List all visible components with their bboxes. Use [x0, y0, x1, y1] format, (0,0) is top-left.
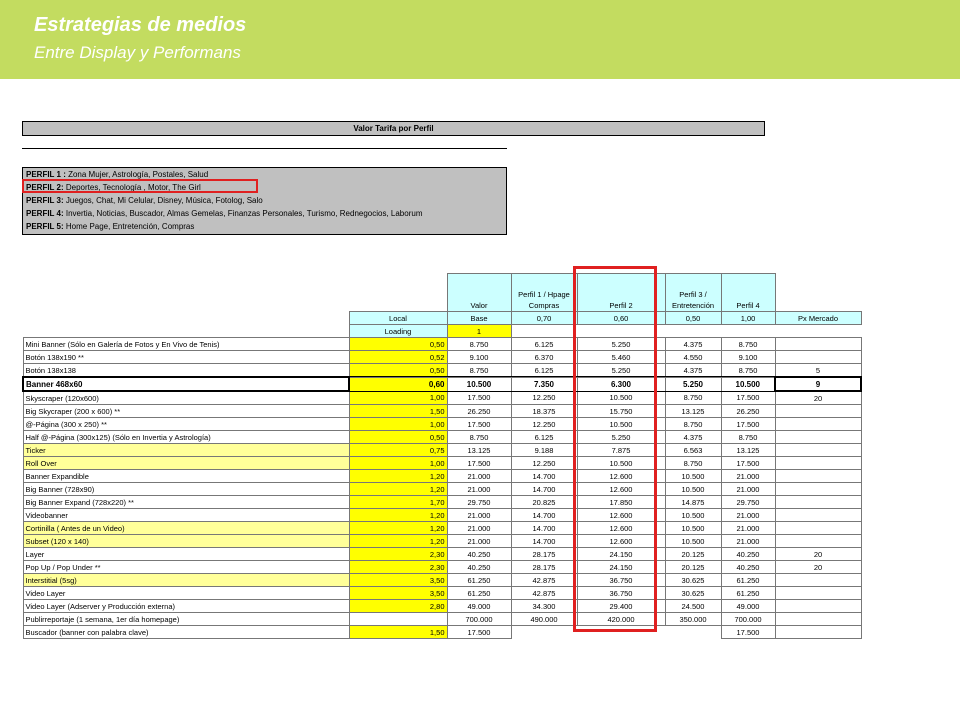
perfil-label: PERFIL 2:	[26, 183, 64, 192]
perfil4-value: 61.250	[721, 574, 775, 587]
perfil2-value: 12.600	[577, 509, 665, 522]
table-row	[23, 377, 861, 391]
base-value: 17.500	[447, 418, 511, 431]
perfil1-value: 12.250	[511, 391, 577, 405]
base-value: 8.750	[447, 364, 511, 378]
perfil2-value: 12.600	[577, 535, 665, 548]
perfil3-value: 10.500	[665, 483, 721, 496]
format-name: @-Página (300 x 250) **	[23, 418, 349, 431]
px-mercado-value	[775, 351, 861, 364]
local-factor: 1,70	[349, 496, 447, 509]
format-name: Roll Over	[23, 457, 349, 470]
perfil2-value: 24.150	[577, 548, 665, 561]
perfil4-value: 40.250	[721, 561, 775, 574]
format-name: Skyscraper (120x600)	[23, 391, 349, 405]
perfil1-value	[511, 626, 577, 639]
perfil4-value: 21.000	[721, 535, 775, 548]
base-value: 61.250	[447, 587, 511, 600]
perfil-label: PERFIL 3:	[26, 196, 64, 205]
local-factor: 0,60	[349, 377, 447, 391]
perfil4-value: 21.000	[721, 509, 775, 522]
loading-row	[23, 325, 861, 338]
perfil1-value: 490.000	[511, 613, 577, 626]
perfil-text: Invertia, Noticias, Buscador, Almas Gemelas, Finanzas Personales, Turismo, Rednegocios, Laborum	[65, 209, 423, 218]
perfil-label: PERFIL 4:	[26, 209, 64, 218]
perfil4-value: 8.750	[721, 431, 775, 444]
px-mercado-value	[775, 574, 861, 587]
table-row	[23, 561, 861, 574]
px-mercado-value: 20	[775, 561, 861, 574]
col-header-perfil1: Perfil 1 / Hpage Compras	[511, 274, 577, 312]
format-name: Video Layer (Adserver y Producción externa)	[23, 600, 349, 613]
base-value: 40.250	[447, 561, 511, 574]
perfil3-value: 5.250	[665, 377, 721, 391]
perfil3-value: 30.625	[665, 574, 721, 587]
col-header-base: Base	[447, 312, 511, 325]
col-header-valor: Valor	[447, 274, 511, 312]
px-mercado-value	[775, 457, 861, 470]
perfil4-value: 49.000	[721, 600, 775, 613]
col-header-local: Local	[349, 312, 447, 325]
perfil2-value: 36.750	[577, 587, 665, 600]
table-row	[23, 522, 861, 535]
local-factor: 0,75	[349, 444, 447, 457]
format-name: Publirreportaje (1 semana, 1er día homepage)	[23, 613, 349, 626]
base-value: 8.750	[447, 431, 511, 444]
slide-subtitle: Entre Display y Performans	[34, 43, 241, 62]
perfil4-value: 9.100	[721, 351, 775, 364]
format-name: Big Banner Expand (728x220) **	[23, 496, 349, 509]
perfil1-value: 12.250	[511, 457, 577, 470]
px-mercado-value	[775, 444, 861, 457]
factor-perfil4: 1,00	[721, 312, 775, 325]
px-mercado-value	[775, 405, 861, 418]
local-factor: 1,50	[349, 626, 447, 639]
format-name: Big Banner (728x90)	[23, 483, 349, 496]
col-header-px-mercado: Px Mercado	[775, 312, 861, 325]
base-value: 40.250	[447, 548, 511, 561]
perfil1-value: 28.175	[511, 561, 577, 574]
table-row	[23, 496, 861, 509]
px-mercado-value	[775, 483, 861, 496]
px-mercado-value	[775, 418, 861, 431]
perfil1-value: 14.700	[511, 470, 577, 483]
perfil3-value: 30.625	[665, 587, 721, 600]
perfil2-value: 12.600	[577, 470, 665, 483]
perfil2-value: 420.000	[577, 613, 665, 626]
perfil-2-column-highlight	[573, 266, 657, 632]
perfil3-value: 4.550	[665, 351, 721, 364]
base-value: 700.000	[447, 613, 511, 626]
perfil1-value: 9.188	[511, 444, 577, 457]
format-name: Interstitial (5sg)	[23, 574, 349, 587]
perfil3-value: 350.000	[665, 613, 721, 626]
perfil3-value: 14.875	[665, 496, 721, 509]
factor-perfil1: 0,70	[511, 312, 577, 325]
local-factor: 0,50	[349, 431, 447, 444]
base-value: 21.000	[447, 509, 511, 522]
base-value: 8.750	[447, 338, 511, 351]
perfil2-value: 36.750	[577, 574, 665, 587]
perfil4-value: 17.500	[721, 457, 775, 470]
local-factor: 1,00	[349, 391, 447, 405]
tarifa-title: Valor Tarifa por Perfil	[22, 121, 765, 136]
format-name: Botón 138x190 **	[23, 351, 349, 364]
perfil2-value: 10.500	[577, 418, 665, 431]
perfil3-value: 4.375	[665, 338, 721, 351]
perfil3-value: 8.750	[665, 391, 721, 405]
perfil4-value: 10.500	[721, 377, 775, 391]
perfil3-value: 10.500	[665, 509, 721, 522]
col-header-perfil2: Perfil 2	[577, 274, 665, 312]
perfil3-value: 10.500	[665, 535, 721, 548]
px-mercado-value	[775, 338, 861, 351]
perfil-row	[26, 194, 263, 207]
format-name: Ticker	[23, 444, 349, 457]
perfil4-value: 8.750	[721, 338, 775, 351]
format-name: Banner 468x60	[23, 377, 349, 391]
perfil4-value: 17.500	[721, 391, 775, 405]
px-mercado-value: 20	[775, 391, 861, 405]
local-factor: 2,30	[349, 548, 447, 561]
base-value: 17.500	[447, 626, 511, 639]
header-row-top	[23, 274, 861, 312]
perfil4-value: 29.750	[721, 496, 775, 509]
loading-label: Loading	[349, 325, 447, 338]
perfil4-value: 17.500	[721, 626, 775, 639]
perfil-label: PERFIL 1 :	[26, 170, 66, 179]
table-row	[23, 364, 861, 378]
perfil1-value: 6.125	[511, 431, 577, 444]
table-row	[23, 431, 861, 444]
perfil3-value: 10.500	[665, 522, 721, 535]
perfil4-value: 21.000	[721, 522, 775, 535]
px-mercado-value	[775, 535, 861, 548]
title-banner	[0, 0, 960, 79]
perfil3-value: 8.750	[665, 418, 721, 431]
perfil1-value: 14.700	[511, 522, 577, 535]
perfil4-value: 700.000	[721, 613, 775, 626]
perfil-row	[26, 220, 194, 233]
perfil-text: Juegos, Chat, Mi Celular, Disney, Música, Fotolog, Salo	[65, 196, 263, 205]
table-row	[23, 457, 861, 470]
perfil2-value: 29.400	[577, 600, 665, 613]
perfil3-value: 8.750	[665, 457, 721, 470]
perfil1-value: 7.350	[511, 377, 577, 391]
px-mercado-value	[775, 587, 861, 600]
px-mercado-value	[775, 613, 861, 626]
perfil4-value: 26.250	[721, 405, 775, 418]
perfil2-value: 5.250	[577, 431, 665, 444]
perfil4-value: 40.250	[721, 548, 775, 561]
perfil1-value: 12.250	[511, 418, 577, 431]
local-factor: 0,50	[349, 364, 447, 378]
base-value: 61.250	[447, 574, 511, 587]
perfil4-value: 8.750	[721, 364, 775, 378]
table-row	[23, 600, 861, 613]
perfil2-value: 15.750	[577, 405, 665, 418]
perfil2-value: 17.850	[577, 496, 665, 509]
local-factor: 1,00	[349, 418, 447, 431]
format-name: Half @-Página (300x125) (Sólo en Invertia y Astrología)	[23, 431, 349, 444]
perfil2-value: 10.500	[577, 457, 665, 470]
px-mercado-value	[775, 626, 861, 639]
perfil2-value: 7.875	[577, 444, 665, 457]
local-factor: 1,20	[349, 535, 447, 548]
perfil1-value: 18.375	[511, 405, 577, 418]
format-name: Layer	[23, 548, 349, 561]
local-factor: 1,20	[349, 522, 447, 535]
perfil-label: PERFIL 5:	[26, 222, 64, 231]
base-value: 17.500	[447, 391, 511, 405]
perfil1-value: 42.875	[511, 587, 577, 600]
local-factor: 2,80	[349, 600, 447, 613]
px-mercado-value: 9	[775, 377, 861, 391]
perfil2-value: 5.250	[577, 364, 665, 378]
format-name: Pop Up / Pop Under **	[23, 561, 349, 574]
perfil4-value: 17.500	[721, 418, 775, 431]
table-row	[23, 338, 861, 351]
loading-value: 1	[447, 325, 511, 338]
base-value: 26.250	[447, 405, 511, 418]
format-name: Botón 138x138	[23, 364, 349, 378]
table-row	[23, 351, 861, 364]
perfil1-value: 42.875	[511, 574, 577, 587]
format-name: Video Layer	[23, 587, 349, 600]
px-mercado-value	[775, 509, 861, 522]
header-row-mid	[23, 312, 861, 325]
perfil1-value: 6.125	[511, 364, 577, 378]
perfil3-value: 6.563	[665, 444, 721, 457]
local-factor: 2,30	[349, 561, 447, 574]
perfil-row	[26, 207, 422, 220]
table-row	[23, 483, 861, 496]
base-value: 21.000	[447, 470, 511, 483]
factor-perfil3: 0,50	[665, 312, 721, 325]
local-factor: 1,50	[349, 405, 447, 418]
px-mercado-value	[775, 600, 861, 613]
slide-title: Estrategias de medios	[34, 14, 247, 36]
perfil-text: Zona Mujer, Astrología, Postales, Salud	[68, 170, 209, 179]
perfil2-value: 5.460	[577, 351, 665, 364]
perfil-2-highlight	[22, 179, 258, 193]
px-mercado-value	[775, 470, 861, 483]
rates-table	[22, 273, 862, 639]
perfil3-value: 4.375	[665, 431, 721, 444]
base-value: 13.125	[447, 444, 511, 457]
format-name: Banner Expandible	[23, 470, 349, 483]
local-factor: 3,50	[349, 587, 447, 600]
perfil3-value: 10.500	[665, 470, 721, 483]
table-row	[23, 509, 861, 522]
local-factor: 0,50	[349, 338, 447, 351]
perfil1-value: 14.700	[511, 509, 577, 522]
table-row	[23, 444, 861, 457]
perfil1-value: 6.370	[511, 351, 577, 364]
perfil2-value: 24.150	[577, 561, 665, 574]
base-value: 9.100	[447, 351, 511, 364]
perfil-text: Deportes, Tecnología , Motor, The Girl	[65, 183, 201, 192]
perfil1-value: 34.300	[511, 600, 577, 613]
format-name: Subset (120 x 140)	[23, 535, 349, 548]
base-value: 49.000	[447, 600, 511, 613]
table-row	[23, 418, 861, 431]
local-factor	[349, 613, 447, 626]
format-name: Mini Banner (Sólo en Galería de Fotos y En Vivo de Tenis)	[23, 338, 349, 351]
perfiles-box	[22, 167, 507, 235]
base-value: 21.000	[447, 483, 511, 496]
base-value: 10.500	[447, 377, 511, 391]
table-row	[23, 535, 861, 548]
perfil3-value: 24.500	[665, 600, 721, 613]
perfil2-value: 12.600	[577, 522, 665, 535]
local-factor: 1,20	[349, 483, 447, 496]
local-factor: 1,20	[349, 509, 447, 522]
perfil2-value: 6.300	[577, 377, 665, 391]
perfil4-value: 21.000	[721, 483, 775, 496]
local-factor: 0,52	[349, 351, 447, 364]
factor-perfil2: 0,60	[577, 312, 665, 325]
local-factor: 3,50	[349, 574, 447, 587]
table-row	[23, 613, 861, 626]
perfil3-value: 20.125	[665, 561, 721, 574]
base-value: 29.750	[447, 496, 511, 509]
divider	[22, 148, 507, 149]
local-factor: 1,00	[349, 457, 447, 470]
perfil2-value: 10.500	[577, 391, 665, 405]
table-row	[23, 548, 861, 561]
perfil3-value	[665, 626, 721, 639]
px-mercado-value: 5	[775, 364, 861, 378]
format-name: Videobanner	[23, 509, 349, 522]
local-factor: 1,20	[349, 470, 447, 483]
format-name: Big Skycraper (200 x 600) **	[23, 405, 349, 418]
table-row	[23, 470, 861, 483]
perfil3-value: 13.125	[665, 405, 721, 418]
perfil1-value: 14.700	[511, 535, 577, 548]
col-header-perfil4: Perfil 4	[721, 274, 775, 312]
px-mercado-value	[775, 431, 861, 444]
base-value: 17.500	[447, 457, 511, 470]
perfil4-value: 61.250	[721, 587, 775, 600]
perfil1-value: 14.700	[511, 483, 577, 496]
table-row	[23, 587, 861, 600]
px-mercado-value: 20	[775, 548, 861, 561]
perfil3-value: 20.125	[665, 548, 721, 561]
px-mercado-value	[775, 496, 861, 509]
perfil-text: Home Page, Entretención, Compras	[65, 222, 195, 231]
perfil1-value: 28.175	[511, 548, 577, 561]
base-value: 21.000	[447, 535, 511, 548]
table-row	[23, 626, 861, 639]
perfil4-value: 13.125	[721, 444, 775, 457]
format-name: Buscador (banner con palabra clave)	[23, 626, 349, 639]
base-value: 21.000	[447, 522, 511, 535]
perfil1-value: 20.825	[511, 496, 577, 509]
px-mercado-value	[775, 522, 861, 535]
table-row	[23, 391, 861, 405]
table-row	[23, 405, 861, 418]
perfil2-value: 5.250	[577, 338, 665, 351]
perfil1-value: 6.125	[511, 338, 577, 351]
perfil3-value: 4.375	[665, 364, 721, 378]
format-name: Cortinilla ( Antes de un Video)	[23, 522, 349, 535]
perfil4-value: 21.000	[721, 470, 775, 483]
perfil2-value: 12.600	[577, 483, 665, 496]
col-header-perfil3: Perfil 3 / Entretención	[665, 274, 721, 312]
table-row	[23, 574, 861, 587]
